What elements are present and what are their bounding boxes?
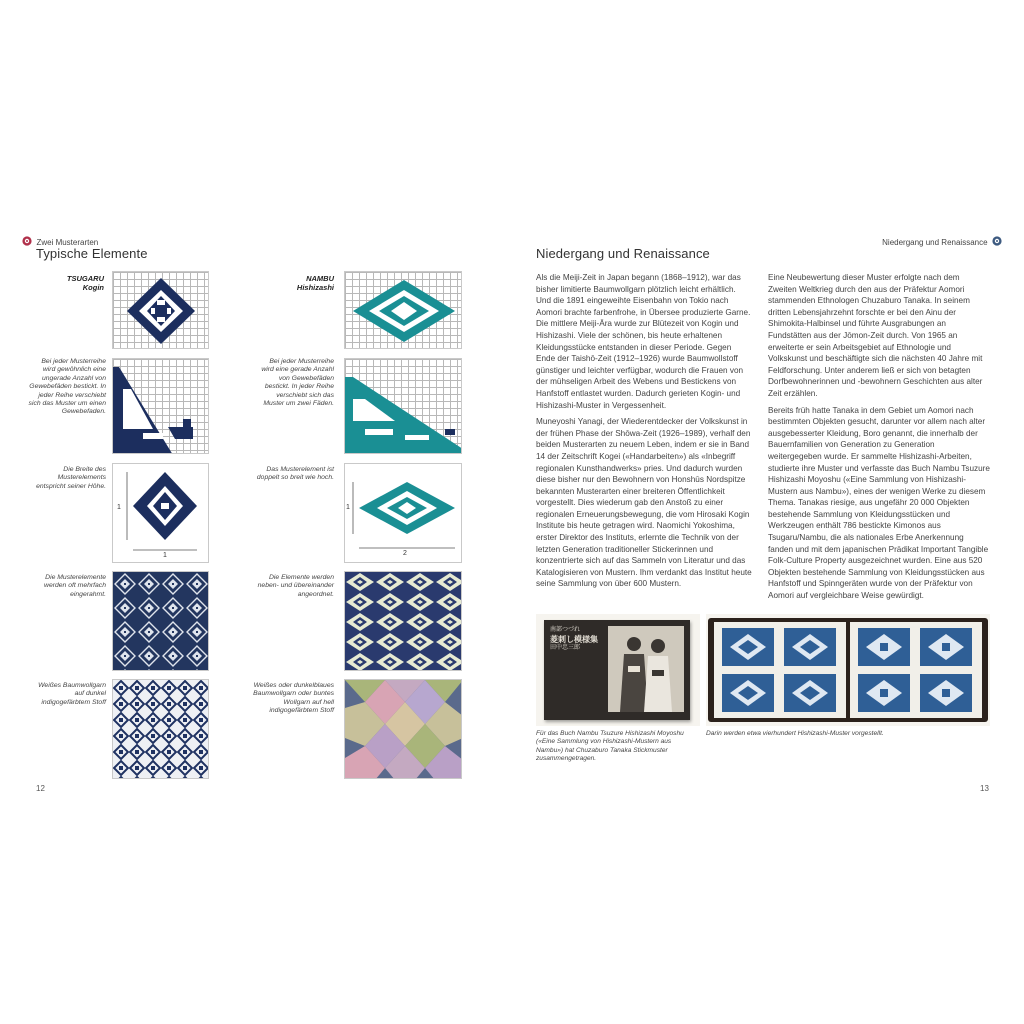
kogin-proportion-diagram <box>112 463 209 563</box>
book-page-right <box>850 622 982 718</box>
dimension-label: 1 <box>117 504 121 511</box>
hishizashi-proportion-diagram <box>344 463 462 563</box>
ornament-icon <box>22 236 32 246</box>
caption-hishizashi-proportion: Das Musterelement ist doppelt so breit wie hoch. <box>256 466 334 482</box>
paragraph: Muneyoshi Yanagi, der Wiederentdecker der Volkskunst in der frühen Phase der Shōwa-Zeit (1926–1989), verhalf den beiden Musterarten zu neuem Leben, indem er sie in Band 14 der Zeitschrift Kogei («Handarbeiten») als «Inbegriff regionalen Kunsthandwerks» pries. Und dadurch wurden diese bisher nur den Bewohnern von Honshūs Nordspitze bekannten Musterarten einer breiteren Öffentlichkeit vorgestellt. Dies wiederum gab den Anstoß zu einer regionalen Erneuerungsbewegung, die vom Hirosaki Kogin Institute bis heute getragen wird. Naomichi Yokoshima, erster Direktor des Instituts, erlernte die Technik von der letzten Generation traditioneller Stickerinnen und konzentrierte sich auf das Sammeln von Literatur und das Katalogisieren von Mustern. Ihm verdankt das Institut heute seine Sammlung von über 600 Mustern. <box>536 417 752 589</box>
hishizashi-stitch-diagram <box>344 358 462 454</box>
caption-kogin-materials: Weißes Baumwollgarn auf dunkel indigogefärbtem Stoff <box>38 682 106 706</box>
page-number-right: 13 <box>980 784 989 793</box>
caption-kogin-rows: Bei jeder Musterreihe wird gewöhnlich eine ungerade Anzahl von Gewebefäden bestickt. In jeder Reihe verschiebt sich das Muster um einen Gewebefaden. <box>28 358 106 416</box>
hishizashi-textile-sample <box>344 679 462 779</box>
running-header-text: Zwei Musterarten <box>36 238 99 247</box>
caption-hishizashi-arranged: Die Elemente werden neben- und übereinander angeordnet. <box>257 574 334 598</box>
figure-caption-book-cover: Für das Buch Nambu Tsuzure Hishizashi Moyoshu («Eine Sammlung von Hishizashi-Mustern aus Nambu») hat Chuzaburo Tanaka Stickmuster zusammengetragen. <box>536 730 684 763</box>
caption-kogin-proportion: Die Breite des Musterelements entspricht seiner Höhe. <box>36 466 106 490</box>
paragraph: Als die Meiji-Zeit in Japan begann (1868–1912), war das bisher limitierte Baumwollgarn plötzlich leicht erhältlich. Und die 1891 eingeweihte Eisenbahn von Tokio nach Aomori brachte farbenfrohe, in Übersee produzierte Garne. Die mittlere Meiji-Ära wurde zur Blütezeit von Kogin und Hishizashi. Viele der schönen, bis heute erhaltenen Kleidungsstücke entstanden in dieser Periode. Gegen Ende der Taishō-Zeit (1912–1926) wurde Baumwollstoff günstiger und leichter verfügbar, wodurch die Frauen von der mühseligen Arbeit des Webens und Bestickens von Hanfstoff entlastet wurden. Dadurch gerieten Kogin- und Hishizashi-Muster in Vergessenheit. <box>536 273 751 410</box>
paragraph: Eine Neubewertung dieser Muster erfolgte nach dem Zweiten Weltkrieg durch den aus der Präfektur Aomori stammenden Ethnologen Chuzaburo Tanaka. In seinem dritten Lebensjahrzehnt forschte er bei den Ainu der Shimokita-Halbinsel und führte Ausgrabungen an Fundstätten aus der Jōmon-Zeit durch. Von 1965 an erweiterte er sein Arbeitsgebiet auf Ethnologie und Volkskunst und beschäftigte sich die nächsten 40 Jahre mit Feldforschung. Unter anderem ließ er sich von betagten Dorfbewohnerinnen und -bewohnern Geschichten aus alter Zeit erzählen. <box>768 273 983 398</box>
book-cover <box>544 620 690 720</box>
figure-caption-open-book: Darin werden etwa vierhundert Hishizashi-Muster vorgestellt. <box>706 730 884 737</box>
body-column-1 <box>536 272 752 590</box>
book-cover-photograph <box>608 626 684 712</box>
kogin-pattern-grid <box>112 271 209 349</box>
ornament-icon <box>992 236 1002 246</box>
hishizashi-pattern-grid <box>344 271 462 349</box>
running-header-text: Niedergang und Renaissance <box>882 238 988 247</box>
hishizashi-repeat-pattern <box>344 571 462 671</box>
dimension-label: 1 <box>163 552 167 559</box>
paragraph: Bereits früh hatte Tanaka in dem Gebiet um Aomori nach bestimmten Objekten gesucht, darunter vor allem nach alter ausgebesserter Kleidung, Boro genannt, die innerhalb der Bauernfamilien von Generation zu Generation weitergegeben wurde. Er sammelte Hishizashi-Arbeiten, studierte ihre Muster und verfasste das Buch Nambu Tsuzure Hishizashi Moyoshu («Eine Sammlung von Hishizashi-Mustern aus Nambu»), eines der wenigen Werke zu diesem Thema. Tanakas riesige, aus ungefähr 20 000 Objekten bestehende Sammlung von Kleidungsstücken und Werkzeugen enthält 786 bestickte Kimonos aus Tsugaru/Nambu, die als nationales Erbe Anerkennung fanden und mit dem japanischen Prädikat Important Tangible Folk-Culture Property ausgezeichnet wurden. Eine aus 520 Objekten bestehende Sammlung von Kleidungsstücken aus Hanfstoff und Spinngeräten wurde von der Präfektur von Aomori auf vergleichbare Weise gewürdigt. <box>768 405 990 601</box>
dimension-label: 1 <box>346 504 350 511</box>
caption-hishizashi-materials: Weißes oder dunkelblaues Baumwollgarn oder buntes Wollgarn auf hell indigogefärbtem Stoff <box>253 682 334 715</box>
kogin-repeat-pattern <box>112 571 209 671</box>
tsugaru-label: TSUGARU Kogin <box>66 274 104 292</box>
page-number-left: 12 <box>36 784 45 793</box>
book-page-left <box>714 622 846 718</box>
page-title: Typische Elemente <box>36 246 148 261</box>
kogin-textile-sample <box>112 679 209 779</box>
book-cover-title: 南部つづれ 菱刺し模様集 田中忠三郎 <box>550 627 598 651</box>
open-book-photo <box>706 614 990 726</box>
section-title: Niedergang und Renaissance <box>536 246 710 261</box>
caption-hishizashi-rows: Bei jeder Musterreihe wird eine gerade Anzahl von Gewebefäden bestickt. In jeder Reihe verschiebt sich das Muster um zwei Fäden. <box>261 358 334 408</box>
nambu-label: NAMBU Hishizashi <box>296 274 334 292</box>
kogin-stitch-diagram <box>112 358 209 454</box>
right-running-header <box>882 232 1002 250</box>
book-cover-photo <box>536 614 700 726</box>
body-column-2 <box>768 272 990 602</box>
dimension-label: 2 <box>403 550 407 557</box>
caption-kogin-framed: Die Musterelemente werden oft mehrfach eingerahmt. <box>44 574 106 598</box>
